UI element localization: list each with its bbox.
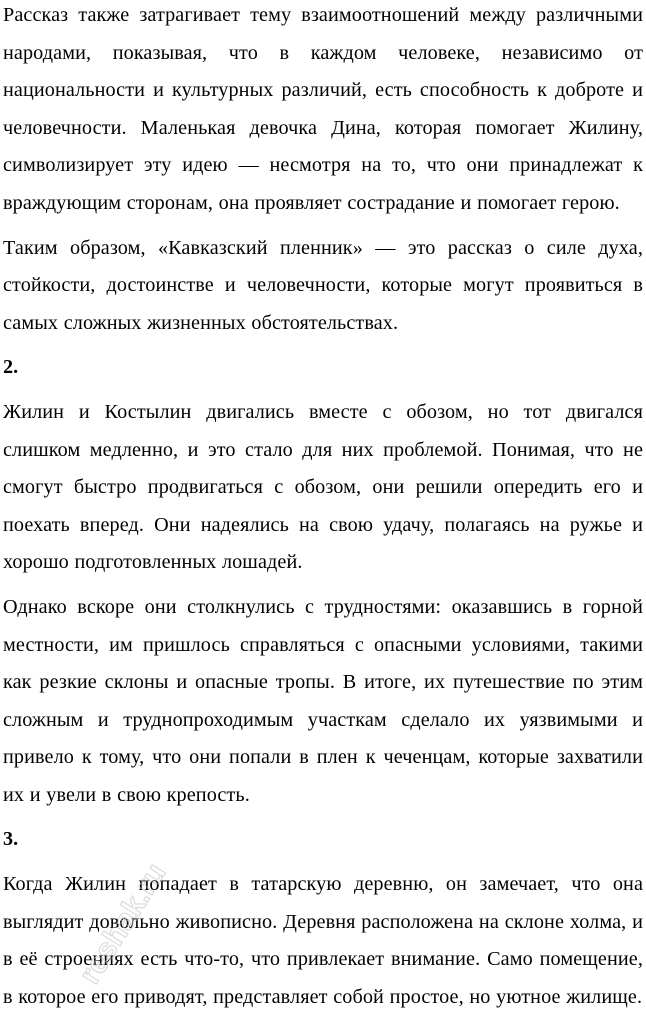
- paragraph-difficulties: Однако вскоре они столкнулись с трудностями: оказавшись в горной местности, им пришлось справляться с опасными условиями, такими как резкие склоны и опасные тропы. В итоге, их путешествие по этим сложным и труднопроходимым участкам сделало их уязвимыми и привело к тому, что они попали в плен к чеченцам, которые захватили их и увели в свою крепость.: [3, 595, 643, 806]
- section-number-2: 2.: [3, 356, 19, 379]
- section-number-3: 3.: [3, 828, 19, 851]
- watermark-text: reshak.ru: [73, 857, 173, 990]
- paragraph-convoy: Жилин и Костылин двигались вместе с обозом, но тот двигался слишком медленно, и это стало для них проблемой. Понимая, что не смогут быстро продвигаться с обозом, они решили опередить его и поехать вперед. Они надеялись на свою удачу, полагаясь на ружье и хорошо подготовленных лошадей.: [3, 400, 643, 574]
- paragraph-relationships: Рассказ также затрагивает тему взаимоотношений между различными народами, показывая, что в каждом человеке, независимо от национальности и культурных различий, есть способность к доброте и человечности. Маленькая девочка Дина, которая помогает Жилину, символизирует эту идею — несмотря на то, что они принадлежат к враждующим сторонам, она проявляет сострадание и помогает герою.: [3, 4, 643, 214]
- document-page: [3, 0, 643, 1016]
- paragraph-conclusion: Таким образом, «Кавказский пленник» — это рассказ о силе духа, стойкости, достоинстве и человечности, которые могут проявиться в самых сложных жизненных обстоятельствах.: [3, 236, 643, 334]
- paragraph-village: Когда Жилин попадает в татарскую деревню, он замечает, что она выглядит довольно живописно. Деревня расположена на склоне холма, и в её строениях есть что-то, что привлекает внимание. Само помещение, в которое его приводят, представляет собой простое, но уютное жилище.: [3, 873, 643, 1008]
